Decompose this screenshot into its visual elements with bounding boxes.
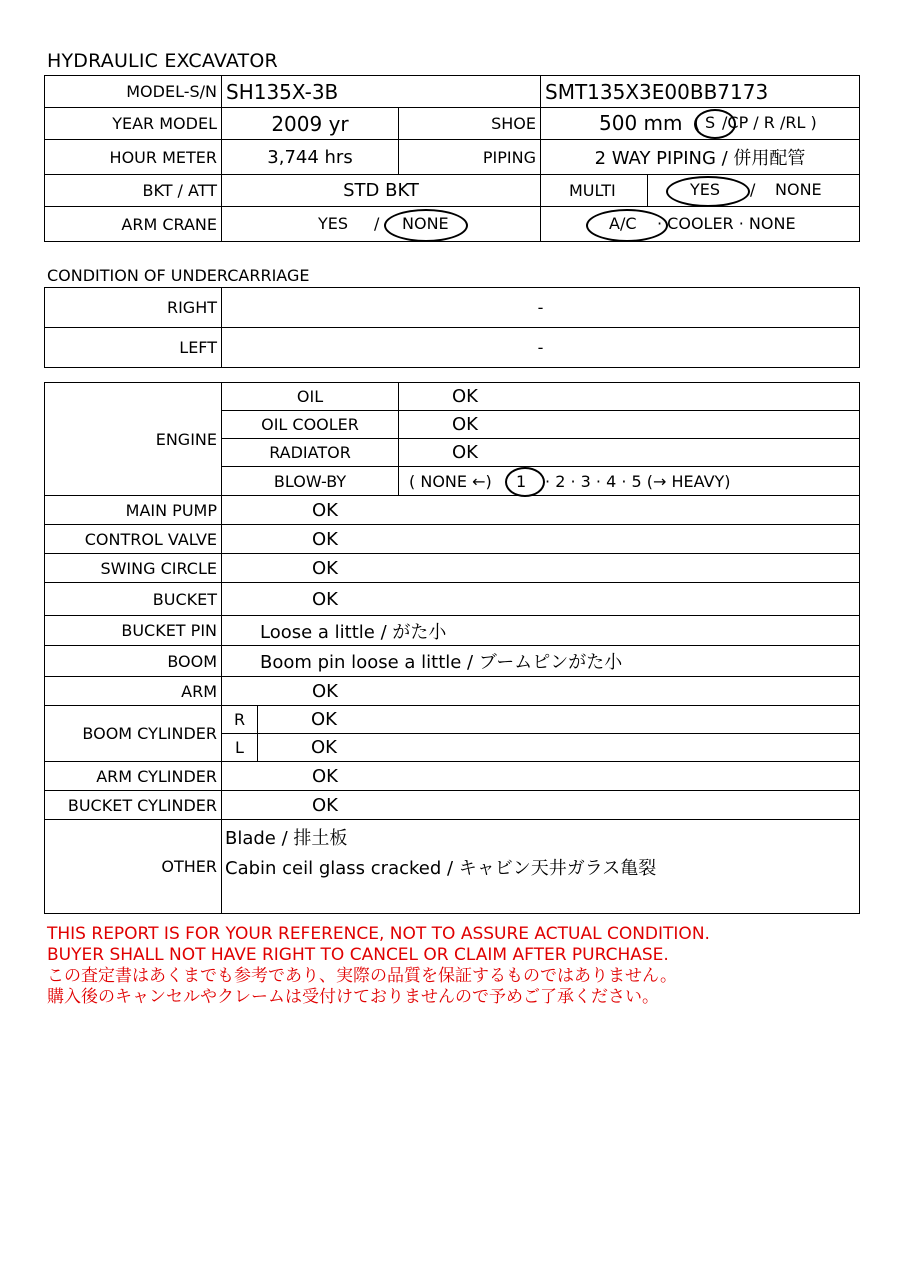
- shoe-paren: (: [694, 113, 701, 132]
- model-value: SH135X-3B: [222, 76, 541, 108]
- blowby-levels: · 2 · 3 · 4 · 5 (→ HEAVY): [545, 472, 731, 491]
- arm-crane-cell: [222, 207, 541, 242]
- disclaimer-jp-1: この査定書はあくまでも参考であり、実際の品質を保証するものではありません。: [47, 966, 678, 986]
- bucket-pin-value: Loose a little / がた小: [222, 616, 860, 646]
- uc-right-label: RIGHT: [45, 288, 222, 328]
- boom-cylinder-label: BOOM CYLINDER: [45, 706, 222, 762]
- bkt-att-value: STD BKT: [222, 175, 541, 207]
- ac-option: A/C: [609, 214, 637, 233]
- boom-cyl-r-value: OK: [258, 706, 860, 734]
- shoe-s: S: [705, 113, 716, 132]
- shoe-options: /CP / R /RL ): [722, 113, 817, 132]
- blowby-level-1: 1: [516, 472, 527, 491]
- bucket-cylinder-value: OK: [222, 791, 860, 820]
- main-pump-value: OK: [222, 496, 860, 525]
- disclaimer-en-2: BUYER SHALL NOT HAVE RIGHT TO CANCEL OR CLAIM AFTER PURCHASE.: [47, 945, 669, 965]
- uc-right-value: -: [222, 288, 860, 328]
- swing-circle-label: SWING CIRCLE: [45, 554, 222, 583]
- multi-cell: [648, 175, 860, 207]
- control-valve-value: OK: [222, 525, 860, 554]
- oil-cooler-value: OK: [399, 411, 860, 439]
- radiator-value: OK: [399, 439, 860, 467]
- arm-label: ARM: [45, 677, 222, 706]
- bucket-pin-label: BUCKET PIN: [45, 616, 222, 646]
- model-sn-label: MODEL-S/N: [45, 76, 222, 108]
- arm-value: OK: [222, 677, 860, 706]
- serial-value: SMT135X3E00BB7173: [541, 76, 860, 108]
- bucket-cylinder-label: BUCKET CYLINDER: [45, 791, 222, 820]
- ac-other-options: · COOLER · NONE: [657, 214, 796, 233]
- blowby-prefix: ( NONE ←): [409, 472, 492, 491]
- year-value: 2009 yr: [222, 108, 399, 140]
- boom-label: BOOM: [45, 646, 222, 677]
- boom-value: Boom pin loose a little / ブームピンがた小: [222, 646, 860, 677]
- hour-meter-label: HOUR METER: [45, 140, 222, 175]
- multi-yes: YES: [690, 180, 721, 199]
- oil-label: OIL: [222, 383, 399, 411]
- blowby-label: BLOW-BY: [222, 467, 399, 496]
- blowby-scale: [399, 467, 860, 496]
- bkt-att-label: BKT / ATT: [45, 175, 222, 207]
- undercarriage-table: [44, 287, 860, 368]
- swing-circle-value: OK: [222, 554, 860, 583]
- multi-label: MULTI: [541, 175, 648, 207]
- undercarriage-title: CONDITION OF UNDERCARRIAGE: [47, 266, 310, 285]
- piping-label: PIPING: [399, 140, 541, 175]
- shoe-size: 500 mm: [599, 111, 683, 135]
- condition-table: [44, 382, 860, 914]
- disclaimer-jp-2: 購入後のキャンセルやクレームは受付けておりませんので予めご了承ください。: [47, 987, 659, 1007]
- arm-crane-label: ARM CRANE: [45, 207, 222, 242]
- boom-cyl-r-label: R: [222, 706, 258, 734]
- boom-cyl-l-label: L: [222, 734, 258, 762]
- machine-info-table: [44, 75, 860, 242]
- control-valve-label: CONTROL VALVE: [45, 525, 222, 554]
- other-line-1: Blade / 排土板: [225, 828, 348, 849]
- main-pump-label: MAIN PUMP: [45, 496, 222, 525]
- shoe-label: SHOE: [399, 108, 541, 140]
- multi-none: NONE: [775, 180, 822, 199]
- radiator-label: RADIATOR: [222, 439, 399, 467]
- crane-none: NONE: [402, 214, 449, 233]
- boom-cyl-l-value: OK: [258, 734, 860, 762]
- engine-label: ENGINE: [45, 383, 222, 496]
- uc-left-label: LEFT: [45, 328, 222, 368]
- piping-value: 2 WAY PIPING / 併用配管: [541, 140, 860, 175]
- oil-cooler-label: OIL COOLER: [222, 411, 399, 439]
- other-label: OTHER: [45, 820, 222, 914]
- other-line-2: Cabin ceil glass cracked / キャビン天井ガラス亀裂: [225, 858, 657, 879]
- oil-value: OK: [399, 383, 860, 411]
- bucket-label: BUCKET: [45, 583, 222, 616]
- bucket-value: OK: [222, 583, 860, 616]
- year-model-label: YEAR MODEL: [45, 108, 222, 140]
- crane-sep: /: [374, 214, 380, 233]
- arm-cylinder-value: OK: [222, 762, 860, 791]
- multi-sep: /: [750, 180, 756, 199]
- ac-cell: [541, 207, 860, 242]
- crane-yes: YES: [318, 214, 349, 233]
- hours-value: 3,744 hrs: [222, 140, 399, 175]
- arm-cylinder-label: ARM CYLINDER: [45, 762, 222, 791]
- uc-left-value: -: [222, 328, 860, 368]
- other-cell: [222, 820, 860, 914]
- document-title: HYDRAULIC EXCAVATOR: [47, 50, 278, 72]
- shoe-cell: [541, 108, 860, 140]
- disclaimer-en-1: THIS REPORT IS FOR YOUR REFERENCE, NOT TO ASSURE ACTUAL CONDITION.: [47, 924, 710, 944]
